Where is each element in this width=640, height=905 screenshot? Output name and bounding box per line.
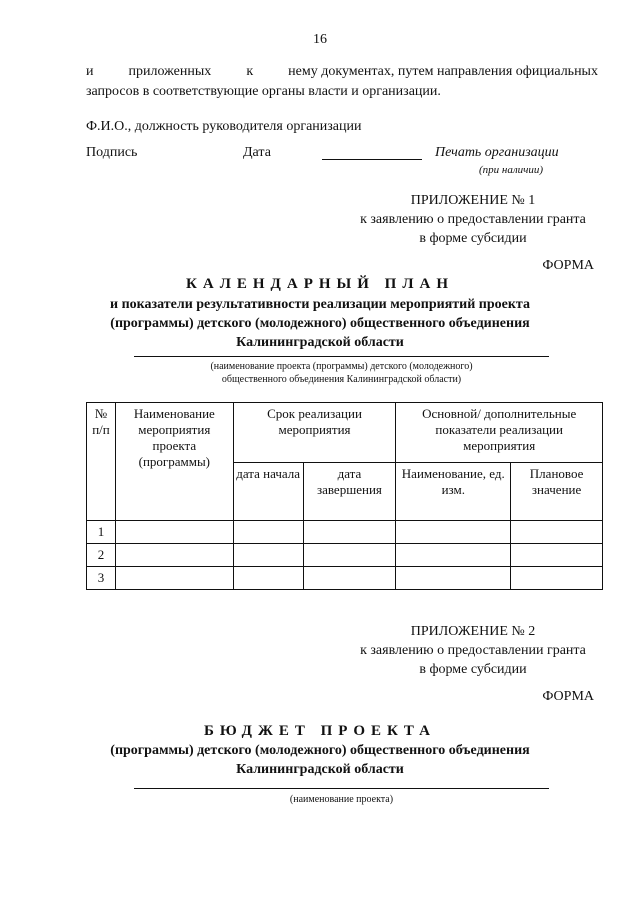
table-cell — [396, 567, 511, 590]
plan-name-line — [134, 356, 549, 357]
budget-name-line — [134, 788, 549, 789]
table-cell — [396, 521, 511, 544]
budget-subtitle-line-2: Калининградской области — [236, 762, 404, 777]
budget-subtitle-line-1: (программы) детского (молодежного) общественного объединения — [110, 743, 530, 758]
header-end-date: дата завершения — [303, 463, 396, 521]
paragraph-word: и — [86, 64, 94, 79]
table-row — [87, 544, 603, 567]
plan-subtitle — [0, 295, 640, 352]
table-cell — [233, 521, 303, 544]
table-cell — [511, 521, 603, 544]
plan-caption-line-2: общественного объединения Калининградской области) — [221, 374, 462, 385]
table-cell — [233, 567, 303, 590]
table-row — [87, 521, 603, 544]
table-cell — [511, 544, 603, 567]
header-period: Срок реализации мероприятия — [233, 403, 396, 463]
table-row — [87, 567, 603, 590]
table-cell — [303, 544, 396, 567]
table-header-row — [87, 403, 603, 463]
calendar-plan-table — [86, 402, 603, 590]
table-cell — [233, 544, 303, 567]
table-cell — [511, 567, 603, 590]
plan-name-caption — [134, 360, 549, 386]
table-cell — [115, 567, 233, 590]
stamp-label: Печать организации — [435, 145, 559, 160]
table-cell — [115, 544, 233, 567]
paragraph-line-2: запросов в соответствующие органы власти и организации. — [86, 84, 441, 99]
header-indicator-name: Наименование, ед. изм. — [396, 463, 511, 521]
signature-row — [86, 145, 598, 181]
header-start-date: дата начала — [233, 463, 303, 521]
table-cell — [396, 544, 511, 567]
row-number: 1 — [87, 521, 116, 544]
signature-label: Подпись — [86, 145, 138, 160]
table-cell — [303, 567, 396, 590]
plan-subtitle-line-3: Калининградской области — [236, 335, 404, 350]
date-label: Дата — [243, 145, 271, 160]
appendix-1-header — [348, 191, 598, 248]
appendix-1-title: ПРИЛОЖЕНИЕ № 1 — [410, 193, 536, 208]
page-number: 16 — [313, 32, 327, 47]
row-number: 3 — [87, 567, 116, 590]
table-cell — [303, 521, 396, 544]
paragraph-line-1 — [86, 62, 598, 82]
appendix-1-forma: ФОРМА — [542, 258, 594, 273]
plan-caption-line-1: (наименование проекта (программы) детского (молодежного) — [210, 361, 473, 372]
intro-paragraph — [86, 62, 598, 102]
budget-subtitle — [0, 741, 640, 779]
signature-line — [322, 159, 422, 160]
appendix-1-line-1: к заявлению о предоставлении гранта — [360, 212, 586, 227]
paragraph-word: приложенных — [128, 64, 212, 79]
row-number: 2 — [87, 544, 116, 567]
appendix-2-header — [348, 622, 598, 679]
budget-name-caption: (наименование проекта) — [289, 794, 394, 805]
header-planned-value: Плановое значение — [511, 463, 603, 521]
fio-line: Ф.И.О., должность руководителя организации — [86, 119, 362, 134]
stamp-note: (при наличии) — [479, 164, 544, 176]
paragraph-word: нему документах, путем направления официальных — [288, 64, 598, 79]
header-activity-name: Наименование мероприятия проекта (программы) — [115, 403, 233, 521]
appendix-2-line-1: к заявлению о предоставлении гранта — [360, 643, 586, 658]
plan-title: КАЛЕНДАРНЫЙ ПЛАН — [185, 276, 455, 292]
plan-subtitle-line-2: (программы) детского (молодежного) общественного объединения — [110, 316, 530, 331]
appendix-1-line-2: в форме субсидии — [419, 231, 527, 246]
budget-title: БЮДЖЕТ ПРОЕКТА — [204, 723, 436, 739]
appendix-2-title: ПРИЛОЖЕНИЕ № 2 — [410, 624, 536, 639]
appendix-2-forma: ФОРМА — [542, 689, 594, 704]
appendix-2-line-2: в форме субсидии — [419, 662, 527, 677]
plan-subtitle-line-1: и показатели результативности реализации мероприятий проекта — [110, 297, 530, 312]
paragraph-word: к — [246, 64, 254, 79]
table-cell — [115, 521, 233, 544]
header-number: № п/п — [87, 403, 116, 521]
header-indicators: Основной/ дополнительные показатели реализации мероприятия — [396, 403, 603, 463]
